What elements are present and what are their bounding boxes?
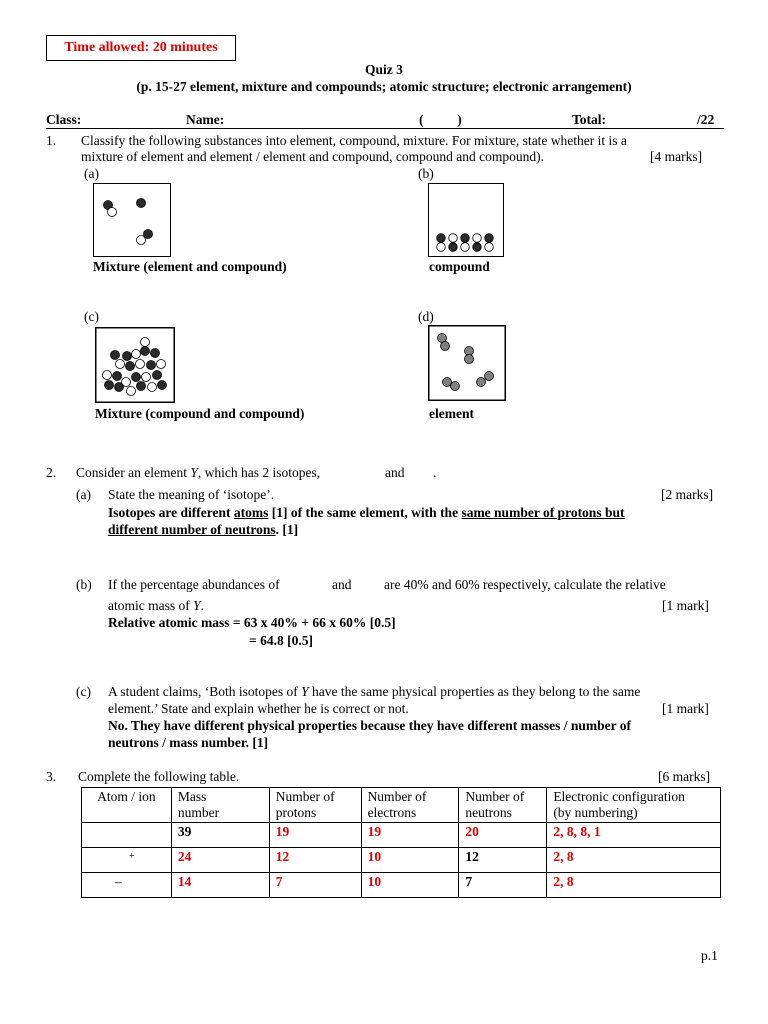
q1a-answer: Mixture (element and compound) xyxy=(93,259,287,274)
header-electronic-configuration: Electronic configuration (by numbering) xyxy=(547,788,721,823)
table-header-row xyxy=(82,788,721,823)
q1-text-line1: Classify the following substances into element, compound, mixture. For mixture, state whether it is a xyxy=(81,133,627,148)
header-rule xyxy=(46,128,724,129)
q2b-marks: [1 mark] xyxy=(662,598,709,613)
cell-electrons: 10 xyxy=(361,848,459,873)
q3-question: Complete the following table. xyxy=(78,769,240,784)
header-mass-number: Mass number xyxy=(171,788,269,823)
class-label: Class: xyxy=(46,112,82,127)
header-atom-ion: Atom / ion xyxy=(82,788,172,823)
q2c-question-line1: A student claims, ‘Both isotopes of Y have the same physical properties as they belong to the same xyxy=(108,684,641,699)
q1d-answer: element xyxy=(429,406,474,421)
cell-protons: 12 xyxy=(269,848,361,873)
header-neutrons: Number of neutrons xyxy=(459,788,547,823)
q1a-label: (a) xyxy=(84,166,99,181)
q2a-answer-line2: different number of neutrons. [1] xyxy=(108,522,299,537)
q2b-question-line2: atomic mass of Y. xyxy=(108,598,204,613)
q2c-answer-line2: neutrons / mass number. [1] xyxy=(108,735,269,750)
q2b-question-and: and xyxy=(332,577,352,592)
q2c-answer-line1: No. They have different physical properties because they have different masses / number of xyxy=(108,718,631,733)
cell-config: 2, 8 xyxy=(547,848,721,873)
q2b-answer-line2: = 64.8 [0.5] xyxy=(249,633,313,648)
header-protons: Number of protons xyxy=(269,788,361,823)
table-row xyxy=(82,873,721,898)
student-number-field: ( ) xyxy=(419,112,462,127)
q2-intro: Consider an element Y, which has 2 isotopes, xyxy=(76,465,321,480)
quiz-title: Quiz 3 xyxy=(365,62,403,77)
q1-text-line2: mixture of element and element / element and compound, compound and compound). xyxy=(81,149,544,164)
q2-intro-and: and xyxy=(385,465,405,480)
total-label: Total: xyxy=(572,112,607,127)
q2a-marks: [2 marks] xyxy=(661,487,714,502)
atom-ion-table xyxy=(81,787,721,898)
cell-electrons: 19 xyxy=(361,823,459,848)
header-electrons: Number of electrons xyxy=(361,788,459,823)
name-label: Name: xyxy=(186,112,225,127)
q1-number: 1. xyxy=(46,133,57,148)
time-allowed-text: Time allowed: 20 minutes xyxy=(64,40,218,55)
q1b-answer: compound xyxy=(429,259,490,274)
figure-d-particles xyxy=(428,325,506,401)
figure-a-particles xyxy=(93,183,171,257)
cell-atom xyxy=(82,823,172,848)
cell-mass: 14 xyxy=(171,873,269,898)
cell-electrons: 10 xyxy=(361,873,459,898)
q2c-question-line2: element.’ State and explain whether he is correct or not. xyxy=(108,701,409,716)
cell-mass: 39 xyxy=(171,823,269,848)
q2a-label: (a) xyxy=(76,487,91,502)
q2c-marks: [1 mark] xyxy=(662,701,709,716)
cell-config: 2, 8, 8, 1 xyxy=(547,823,721,848)
total-value: /22 xyxy=(697,112,715,127)
figure-b-particles xyxy=(428,183,504,257)
q1c-label: (c) xyxy=(84,309,99,324)
q1c-answer: Mixture (compound and compound) xyxy=(95,406,305,421)
cell-atom: + xyxy=(82,848,172,873)
quiz-subtitle: (p. 15-27 element, mixture and compounds; atomic structure; electronic arrangement) xyxy=(136,79,632,94)
q1b-label: (b) xyxy=(418,166,434,181)
q1d-label: (d) xyxy=(418,309,434,324)
q2-intro-period: . xyxy=(433,465,437,480)
q2c-label: (c) xyxy=(76,684,91,699)
cell-protons: 19 xyxy=(269,823,361,848)
cell-neutrons: 12 xyxy=(459,848,547,873)
cell-protons: 7 xyxy=(269,873,361,898)
q2b-question-part1: If the percentage abundances of xyxy=(108,577,280,592)
q2a-answer-line1: Isotopes are different atoms [1] of the same element, with the same number of protons but xyxy=(108,505,625,520)
q2-number: 2. xyxy=(46,465,57,480)
q2a-question: State the meaning of ‘isotope’. xyxy=(108,487,275,502)
q3-marks: [6 marks] xyxy=(658,769,711,784)
cell-atom: – xyxy=(82,873,172,898)
figure-c-particles xyxy=(95,327,175,403)
cell-neutrons: 7 xyxy=(459,873,547,898)
table-row xyxy=(82,848,721,873)
q3-number: 3. xyxy=(46,769,57,784)
page-number: p.1 xyxy=(701,948,718,963)
cell-config: 2, 8 xyxy=(547,873,721,898)
q1-marks: [4 marks] xyxy=(650,149,703,164)
q2b-question-part2: are 40% and 60% respectively, calculate the relative xyxy=(384,577,666,592)
time-allowed-box xyxy=(46,35,236,61)
table-row xyxy=(82,823,721,848)
cell-neutrons: 20 xyxy=(459,823,547,848)
q2b-label: (b) xyxy=(76,577,92,592)
q2b-answer-line1: Relative atomic mass = 63 x 40% + 66 x 60% [0.5] xyxy=(108,615,396,630)
cell-mass: 24 xyxy=(171,848,269,873)
